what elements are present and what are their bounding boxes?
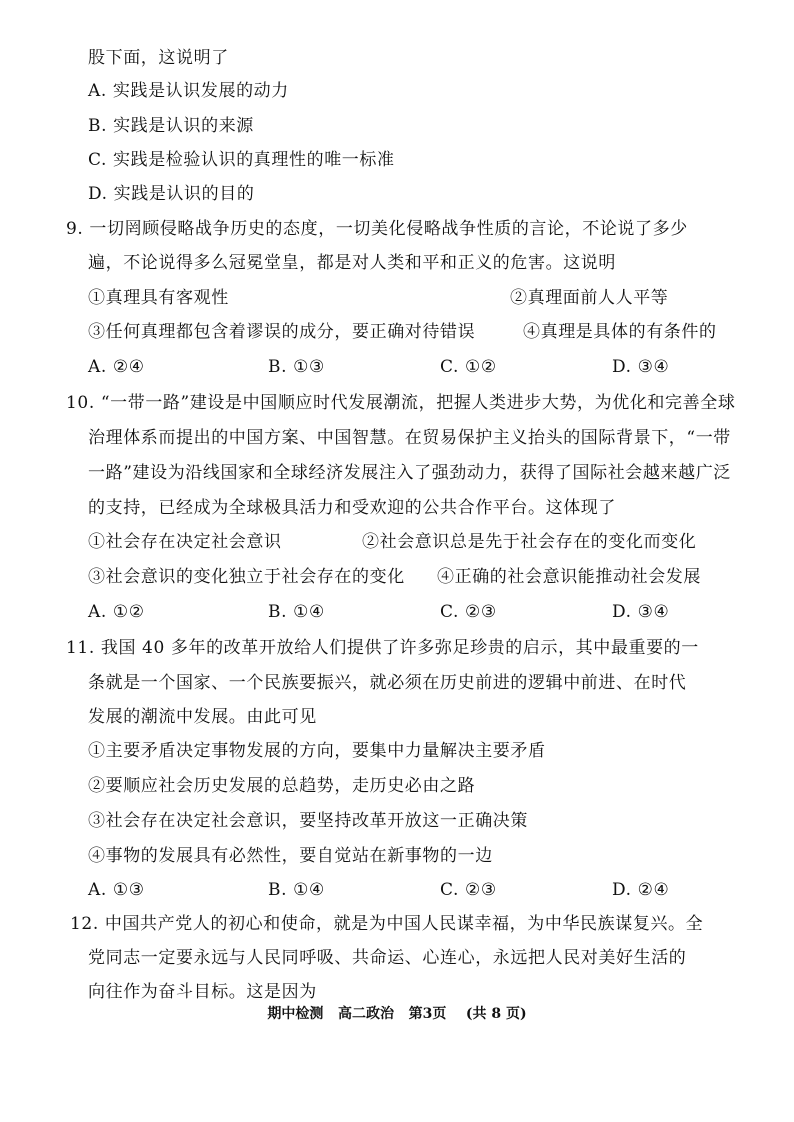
q8-option-a: A. 实践是认识发展的动力: [88, 81, 289, 101]
q8-option-d: D. 实践是认识的目的: [88, 184, 255, 204]
q11-stem-line-2: 条就是一个国家、一个民族要振兴，就必须在历史前进的逻辑中前进、在时代: [88, 673, 687, 693]
q8-option-c: C. 实践是检验认识的真理性的唯一标准: [88, 150, 395, 170]
q10-item-3: ③社会意识的变化独立于社会存在的变化: [88, 567, 405, 587]
q9-stem-line-2: 遍，不论说得多么冠冕堂皇，都是对人类和平和正义的危害。这说明: [88, 253, 616, 273]
q11-item-4: ④事物的发展具有必然性，要自觉站在新事物的一边: [88, 846, 493, 866]
q9-choice-b: B. ①③: [268, 357, 325, 377]
q11-stem-line-3: 发展的潮流中发展。由此可见: [88, 707, 317, 727]
q11-stem-line-1: 11. 我国 40 多年的改革开放给人们提供了许多弥足珍贵的启示，其中最重要的一: [66, 638, 699, 658]
q9-choice-d: D. ③④: [612, 357, 670, 377]
q9-item-3: ③任何真理都包含着谬误的成分，要正确对待错误: [88, 322, 476, 342]
q10-stem-line-1: 10. “一带一路”建设是中国顺应时代发展潮流，把握人类进步大势，为优化和完善全球: [66, 393, 736, 413]
q10-stem-line-3: 一路”建设为沿线国家和全球经济发展注入了强劲动力，获得了国际社会越来越广泛: [88, 463, 731, 483]
q9-choice-c: C. ①②: [440, 357, 497, 377]
q9-choice-a: A. ②④: [88, 357, 145, 377]
q10-choice-d: D. ③④: [612, 602, 670, 622]
q12-stem-line-2: 党同志一定要永远与人民同呼吸、共命运、心连心，永远把人民对美好生活的: [88, 948, 687, 968]
q10-stem-line-2: 治理体系而提出的中国方案、中国智慧。在贸易保护主义抬头的国际背景下，“一带: [88, 428, 731, 448]
q8-stem-end: 股下面，这说明了: [88, 48, 229, 68]
q12-stem-line-1: 12. 中国共产党人的初心和使命，就是为中国人民谋幸福，为中华民族谋复兴。全: [70, 914, 704, 934]
q10-choice-b: B. ①④: [268, 602, 325, 622]
q11-choice-d: D. ②④: [612, 880, 670, 900]
q11-choice-c: C. ②③: [440, 880, 497, 900]
q10-item-1: ①社会存在决定社会意识: [88, 532, 282, 552]
q8-option-b: B. 实践是认识的来源: [88, 116, 254, 136]
q9-stem-line-1: 9. 一切罔顾侵略战争历史的态度，一切美化侵略战争性质的言论，不论说了多少: [66, 219, 688, 239]
q9-item-1: ①真理具有客观性: [88, 288, 229, 308]
q11-choice-a: A. ①③: [88, 880, 145, 900]
q9-item-4: ④真理是具体的有条件的: [523, 322, 717, 342]
q11-item-3: ③社会存在决定社会意识，要坚持改革开放这一正确决策: [88, 811, 528, 831]
q10-choice-a: A. ①②: [88, 602, 145, 622]
q10-choice-c: C. ②③: [440, 602, 497, 622]
q10-stem-line-4: 的支持，已经成为全球极具活力和受欢迎的公共合作平台。这体现了: [88, 498, 616, 518]
q11-item-1: ①主要矛盾决定事物发展的方向，要集中力量解决主要矛盾: [88, 741, 546, 761]
q12-stem-line-3: 向往作为奋斗目标。这是因为: [88, 982, 317, 1002]
q10-item-2: ②社会意识总是先于社会存在的变化而变化: [362, 532, 697, 552]
q11-choice-b: B. ①④: [268, 880, 325, 900]
q10-item-4: ④正确的社会意识能推动社会发展: [437, 567, 701, 587]
q11-item-2: ②要顺应社会历史发展的总趋势，走历史必由之路: [88, 776, 476, 796]
page-footer: 期中检测 高二政治 第3页 (共 8 页): [267, 1006, 527, 1022]
q9-item-2: ②真理面前人人平等: [510, 288, 669, 308]
